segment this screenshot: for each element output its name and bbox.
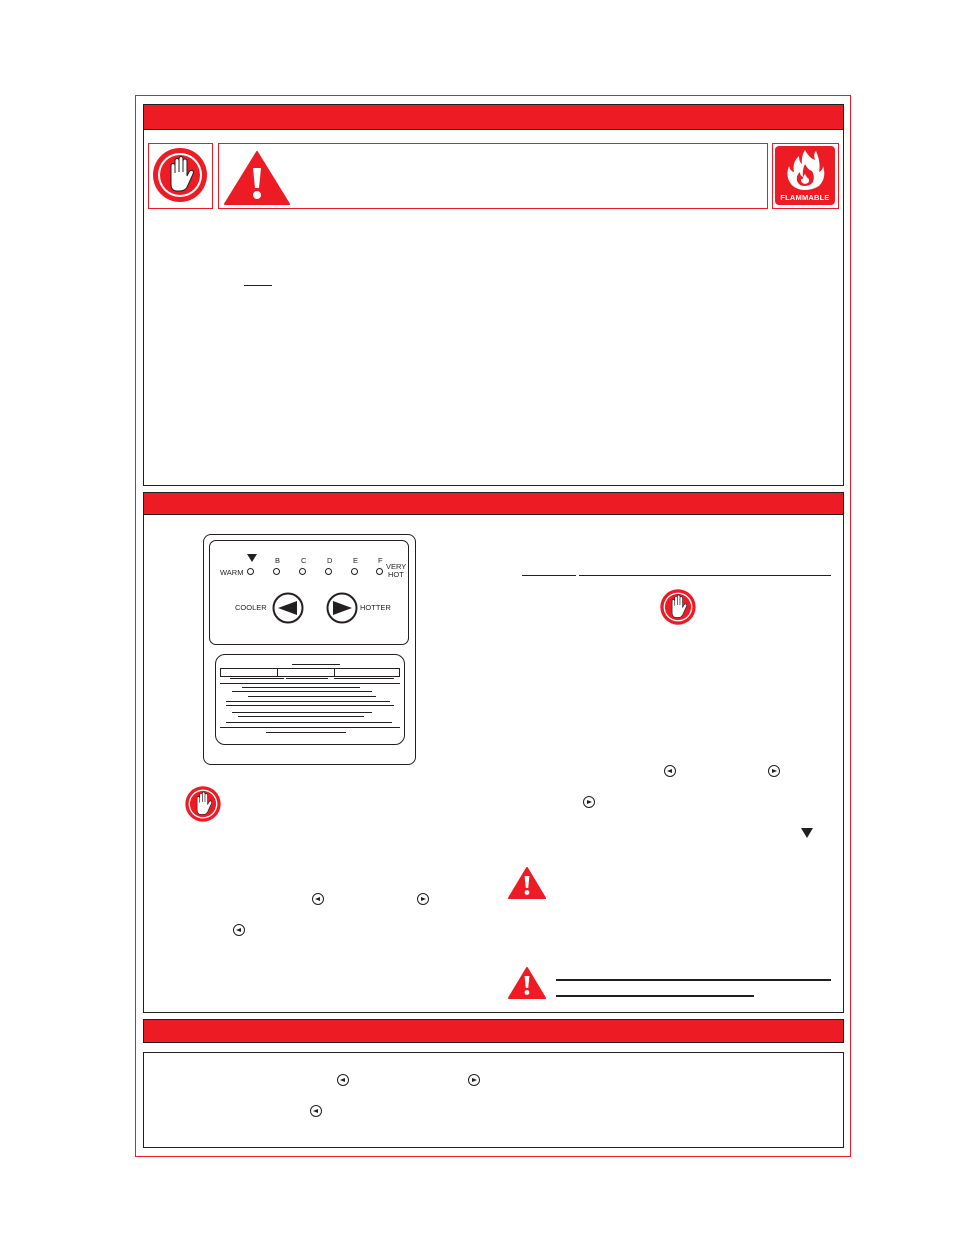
level-led-f bbox=[376, 568, 383, 575]
inline-right-arrow-button-icon bbox=[768, 765, 780, 777]
plate-line bbox=[238, 716, 364, 717]
cooler-button[interactable] bbox=[272, 592, 304, 624]
inline-left-arrow-button-icon bbox=[664, 765, 676, 777]
plate-line bbox=[226, 722, 392, 723]
hotter-button[interactable] bbox=[326, 592, 358, 624]
danger-header-bar bbox=[143, 104, 844, 130]
underline-mark bbox=[579, 575, 831, 576]
instruction-label-plate bbox=[215, 654, 405, 745]
plate-line bbox=[230, 678, 284, 679]
plate-line bbox=[232, 712, 372, 713]
cooler-label: COOLER bbox=[235, 603, 267, 612]
inline-right-arrow-button-icon bbox=[583, 796, 595, 808]
inline-right-arrow-button-icon bbox=[468, 1074, 480, 1086]
level-led-a bbox=[247, 568, 254, 575]
warning-triangle-icon bbox=[223, 150, 291, 206]
flammable-badge-fill bbox=[775, 146, 835, 205]
plate-line bbox=[292, 664, 340, 665]
inline-left-arrow-button-icon bbox=[310, 1105, 322, 1117]
hotter-label: HOTTER bbox=[360, 603, 391, 612]
plate-line bbox=[226, 705, 394, 706]
adjustment-header-bar bbox=[143, 1019, 844, 1043]
warning-banner-box bbox=[218, 143, 768, 209]
control-panel-face bbox=[209, 540, 409, 645]
plate-line bbox=[266, 732, 346, 733]
inline-left-arrow-button-icon bbox=[312, 893, 324, 905]
flame-icon bbox=[785, 148, 825, 190]
underline-mark bbox=[522, 575, 576, 576]
plate-line bbox=[286, 678, 328, 679]
warm-label: WARM bbox=[220, 568, 244, 577]
setpoint-marker-icon bbox=[247, 554, 257, 562]
stop-icon-box bbox=[148, 143, 213, 209]
hot-label: HOT bbox=[388, 570, 404, 579]
control-panel-device bbox=[203, 534, 416, 765]
level-label-b: B bbox=[275, 556, 281, 565]
plate-line bbox=[232, 691, 372, 692]
stop-hand-icon bbox=[659, 588, 697, 626]
inline-right-arrow-button-icon bbox=[417, 893, 429, 905]
underline-mark bbox=[556, 995, 754, 997]
level-led-b bbox=[273, 568, 280, 575]
underline-mark bbox=[556, 979, 831, 981]
plate-line bbox=[220, 727, 400, 728]
plate-line bbox=[334, 678, 394, 679]
underline-mark bbox=[244, 285, 272, 286]
adjustment-section bbox=[143, 1052, 844, 1148]
inline-left-arrow-button-icon bbox=[233, 924, 245, 936]
very-label: VERY bbox=[386, 562, 407, 571]
plate-line bbox=[226, 701, 390, 702]
plate-line bbox=[242, 687, 360, 688]
plate-line bbox=[248, 696, 376, 697]
plate-line bbox=[220, 683, 400, 684]
stop-hand-icon bbox=[184, 785, 222, 823]
level-led-d bbox=[325, 568, 332, 575]
level-led-c bbox=[299, 568, 306, 575]
level-label-e: E bbox=[353, 556, 359, 565]
flammable-label: FLAMMABLE bbox=[780, 193, 830, 202]
level-led-e bbox=[351, 568, 358, 575]
down-triangle-icon bbox=[801, 828, 813, 838]
stop-hand-icon bbox=[151, 146, 209, 204]
operation-header-bar bbox=[143, 492, 844, 515]
flammable-badge bbox=[772, 143, 839, 209]
warning-triangle-icon bbox=[507, 866, 547, 900]
level-label-d: D bbox=[327, 556, 333, 565]
level-label-f: F bbox=[378, 556, 383, 565]
plate-table bbox=[220, 668, 400, 677]
level-label-c: C bbox=[301, 556, 307, 565]
inline-left-arrow-button-icon bbox=[337, 1074, 349, 1086]
warning-triangle-icon bbox=[507, 966, 547, 1000]
